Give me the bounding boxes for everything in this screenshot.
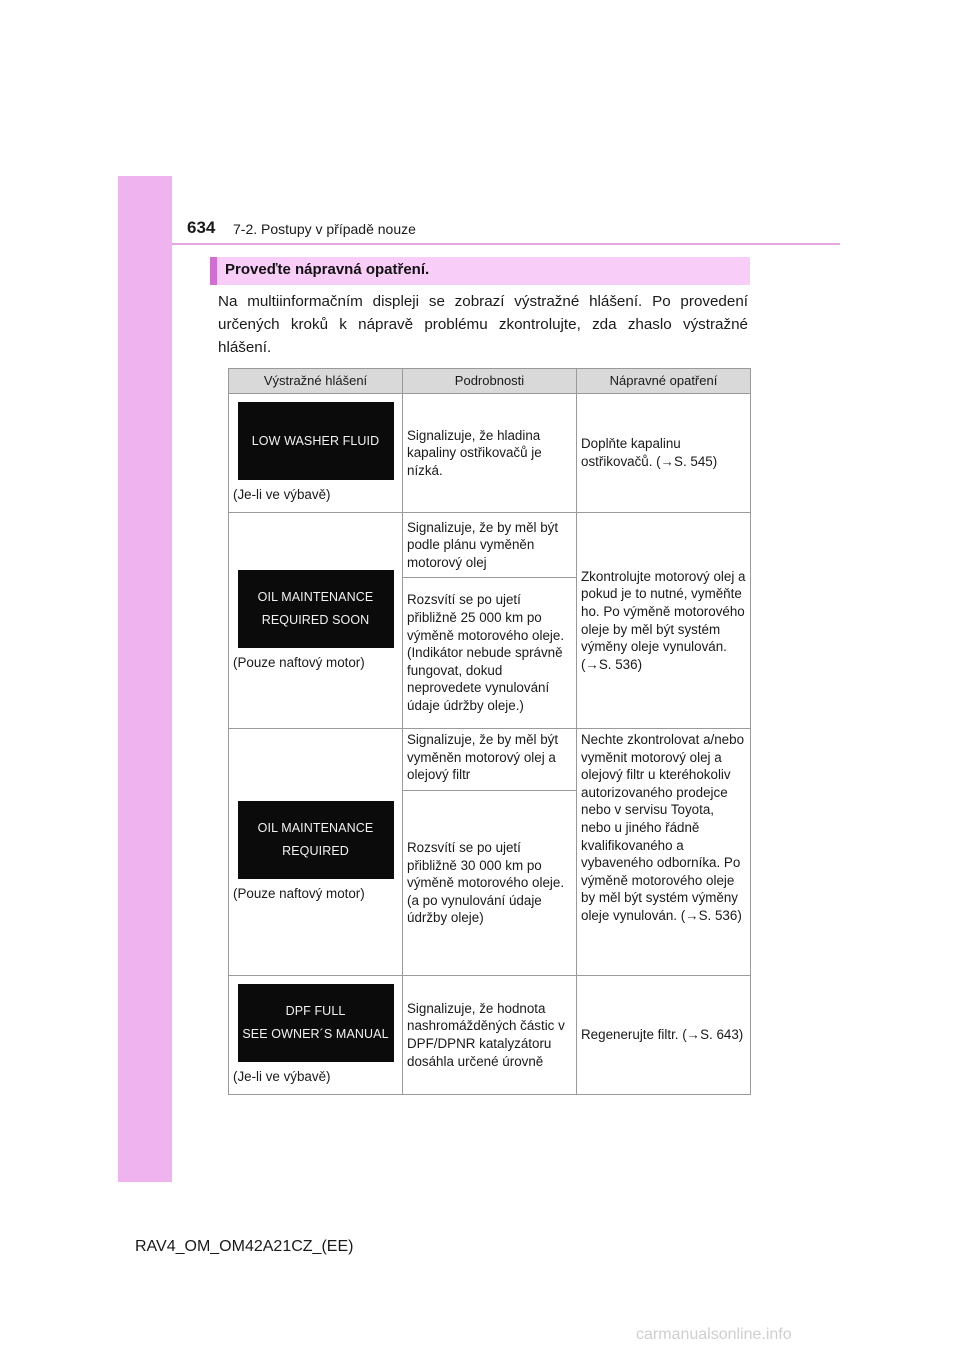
message-cell [229,513,403,729]
display-text: OIL MAINTENANCE [257,821,374,836]
display-screen [238,801,394,879]
message-cell [229,976,403,1095]
table-row [229,976,751,1095]
message-cell [229,394,403,513]
warning-messages-table [228,368,751,1095]
column-header-action: Nápravné opatření [577,369,751,394]
details-cell: Signalizuje, že by měl být podle plánu vyměněn motorový olej [403,513,577,578]
display-note: (Je-li ve výbavě) [233,487,331,503]
message-cell [229,729,403,976]
display-screen [238,984,394,1062]
action-cell: Regenerujte filtr. (→S. 643) [577,976,751,1095]
display-text: DPF FULL [285,1004,346,1019]
watermark: carmanualsonline.info [636,1326,792,1343]
display-text: SEE OWNER´S MANUAL [242,1027,389,1042]
display-note: (Je-li ve výbavě) [233,1069,331,1085]
display-note: (Pouze naftový motor) [233,654,365,670]
display-screen [238,402,394,480]
details-cell: Signalizuje, že hladina kapaliny ostřikovačů je nízká. [403,394,577,513]
display-text: OIL MAINTENANCE [257,589,374,604]
table-row [229,394,751,513]
document-code: RAV4_OM_OM42A21CZ_(EE) [135,1238,354,1255]
action-cell: Zkontrolujte motorový olej a pokud je to nutné, vyměňte ho. Po výměně motorového oleje by měl být systém výměny oleje vynulován. (→S. 536) [577,513,751,729]
display-text: LOW WASHER FLUID [251,433,380,448]
display-screen [238,570,394,648]
intro-paragraph: Na multiinformačním displeji se zobrazí výstražné hlášení. Po provedení určených kroků k nápravě problému zkontrolujte, zda zhaslo výstražné hlášení. [218,293,748,356]
details-cell: Signalizuje, že hodnota nashromážděných částic v DPF/DPNR katalyzátoru dosáhla určené úrovně [403,976,577,1095]
action-cell: Doplňte kapalinu ostřikovačů. (→S. 545) [577,394,751,513]
details-cell: Signalizuje, že by měl být vyměněn motorový olej a olejový filtr [403,729,577,791]
column-header-message: Výstražné hlášení [229,369,403,394]
header-divider [172,243,840,245]
action-cell: Nechte zkontrolovat a/nebo vyměnit motorový olej a olejový filtr u kteréhokoliv autorizovaného prodejce nebo v servisu Toyota, nebo u jiného řádně kvalifikovaného a vybaveného odborníka. Po výměně motorového oleje by měl být systém výměny oleje vynulován. (→S. 536) [577,729,751,976]
page-number: 634 [187,218,216,237]
details-cell: Rozsvítí se po ujetí přibližně 25 000 km po výměně motorového oleje. (Indikátor nebude správně fungovat, dokud neprovedete vynulování údaje údržby oleje.) [403,578,577,729]
display-text: REQUIRED SOON [261,612,370,627]
details-cell: Rozsvítí se po ujetí přibližně 30 000 km po výměně motorového oleje. (a po vynulování údaje údržby oleje) [403,791,577,976]
display-text: REQUIRED [282,844,349,859]
column-header-details: Podrobnosti [403,369,577,394]
table-row [229,513,751,578]
display-note: (Pouze naftový motor) [233,886,365,902]
chapter-sidebar-tab [118,176,172,1182]
table-header-row [229,369,751,394]
chapter-title: 7-2. Postupy v případě nouze [233,221,416,237]
section-heading: Proveďte nápravná opatření. [210,257,750,285]
table-row [229,729,751,791]
